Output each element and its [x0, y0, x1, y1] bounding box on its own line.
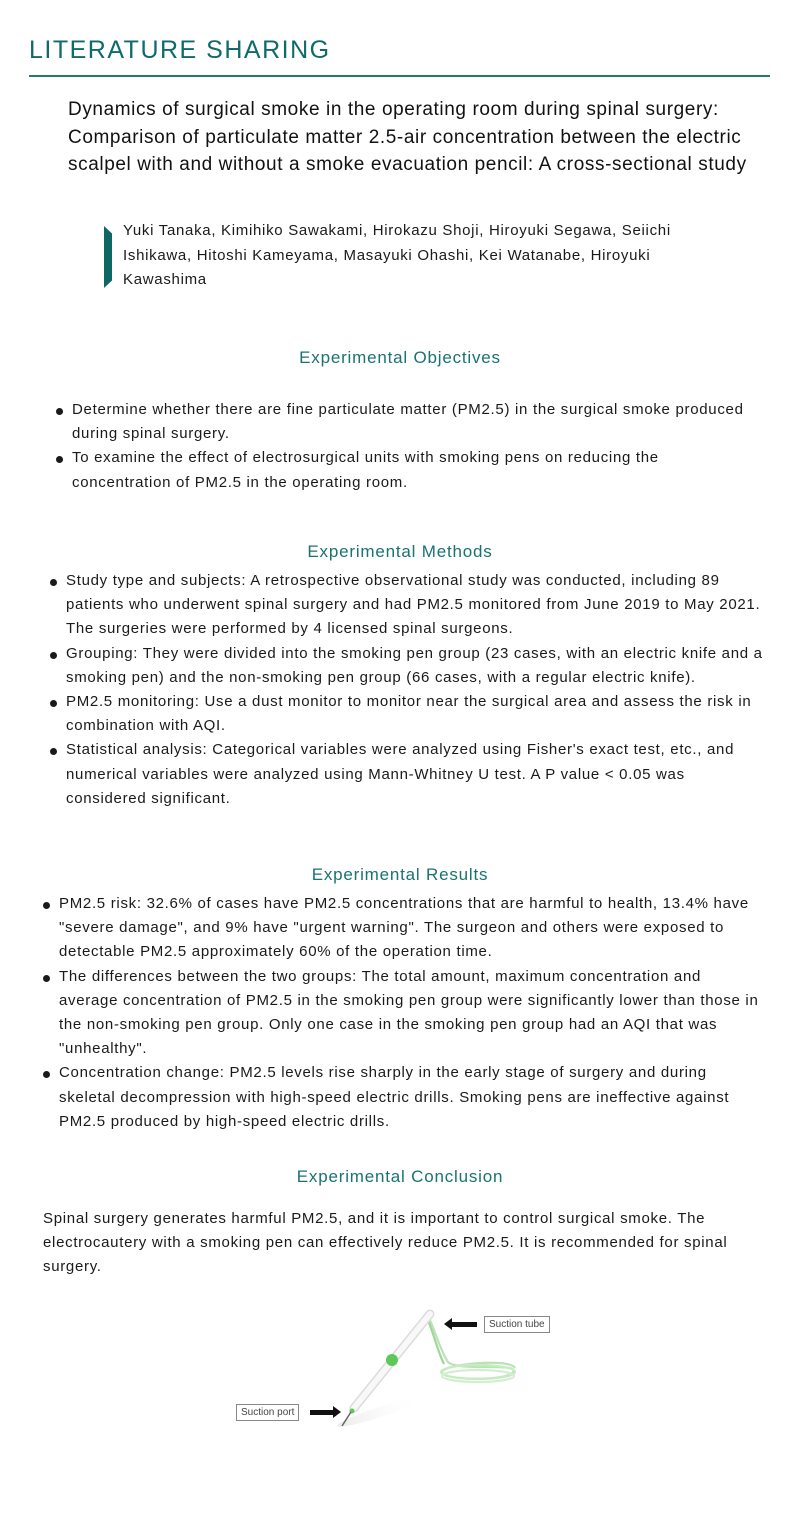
label-suction-tube: Suction tube: [484, 1316, 550, 1333]
objectives-heading: Experimental Objectives: [299, 348, 501, 367]
page-header-title: LITERATURE SHARING: [29, 36, 331, 64]
smoke-evacuation-pencil-figure: [230, 1300, 570, 1440]
label-suction-port: Suction port: [236, 1404, 299, 1421]
method-item: PM2.5 monitoring: Use a dust monitor to monitor near the surgical area and assess the risk in combination with AQI.: [50, 690, 770, 738]
methods-list: [50, 569, 770, 811]
objectives-list: [56, 398, 756, 495]
result-item: The differences between the two groups: The total amount, maximum concentration and average concentration of PM2.5 in the smoking pen group were significantly lower than those in the non-smoking pen group. Only one case in the smoking pen group had an AQI that was "unhealthy".: [43, 965, 763, 1062]
result-item: Concentration change: PM2.5 levels rise sharply in the early stage of surgery and during skeletal decompression with high-speed electric drills. Smoking pens are ineffective against PM2.5 produced by high-speed electric drills.: [43, 1061, 763, 1134]
objective-item: To examine the effect of electrosurgical units with smoking pens on reducing the concentration of PM2.5 in the operating room.: [56, 446, 756, 494]
results-heading: Experimental Results: [311, 865, 489, 884]
method-item: Study type and subjects: A retrospective observational study was conducted, including 89 patients who underwent spinal surgery and had PM2.5 monitored from June 2019 to May 2021. The surgeries were performed by 4 licensed spinal surgeons.: [50, 569, 770, 642]
objective-item: Determine whether there are fine particulate matter (PM2.5) in the surgical smoke produced during spinal surgery.: [56, 398, 756, 446]
method-item: Statistical analysis: Categorical variables were analyzed using Fisher's exact test, etc., and numerical variables were analyzed using Mann-Whitney U test. A P value < 0.05 was considered significant.: [50, 738, 770, 811]
arrow-right-icon: [310, 1410, 334, 1415]
author-accent-bar: [104, 226, 112, 288]
results-list: [43, 892, 763, 1134]
conclusion-text: Spinal surgery generates harmful PM2.5, and it is important to control surgical smoke. The electrocautery with a smoking pen can effectively reduce PM2.5. It is recommended for spinal surgery.: [43, 1210, 728, 1276]
paper-title: Dynamics of surgical smoke in the operating room during spinal surgery: Comparison of particulate matter 2.5-air concentration between the electric scalpel with and without a smoke evacuation pencil: A cross-sectional study: [68, 99, 747, 175]
arrow-left-icon: [451, 1322, 477, 1327]
method-item: Grouping: They were divided into the smoking pen group (23 cases, with an electric knife and a smoking pen) and the non-smoking pen group (66 cases, with a regular electric knife).: [50, 642, 770, 690]
author-list: Yuki Tanaka, Kimihiko Sawakami, Hirokazu Shoji, Hiroyuki Segawa, Seiichi Ishikawa, Hitoshi Kameyama, Masayuki Ohashi, Kei Watanabe, Hiroyuki Kawashima: [123, 222, 671, 288]
conclusion-heading: Experimental Conclusion: [296, 1167, 504, 1186]
methods-heading: Experimental Methods: [307, 542, 493, 561]
result-item: PM2.5 risk: 32.6% of cases have PM2.5 concentrations that are harmful to health, 13.4% have "severe damage", and 9% have "urgent warning". The surgeon and others were exposed to detectable PM2.5 approximately 60% of the operation time.: [43, 892, 763, 965]
header-divider: [29, 75, 770, 77]
